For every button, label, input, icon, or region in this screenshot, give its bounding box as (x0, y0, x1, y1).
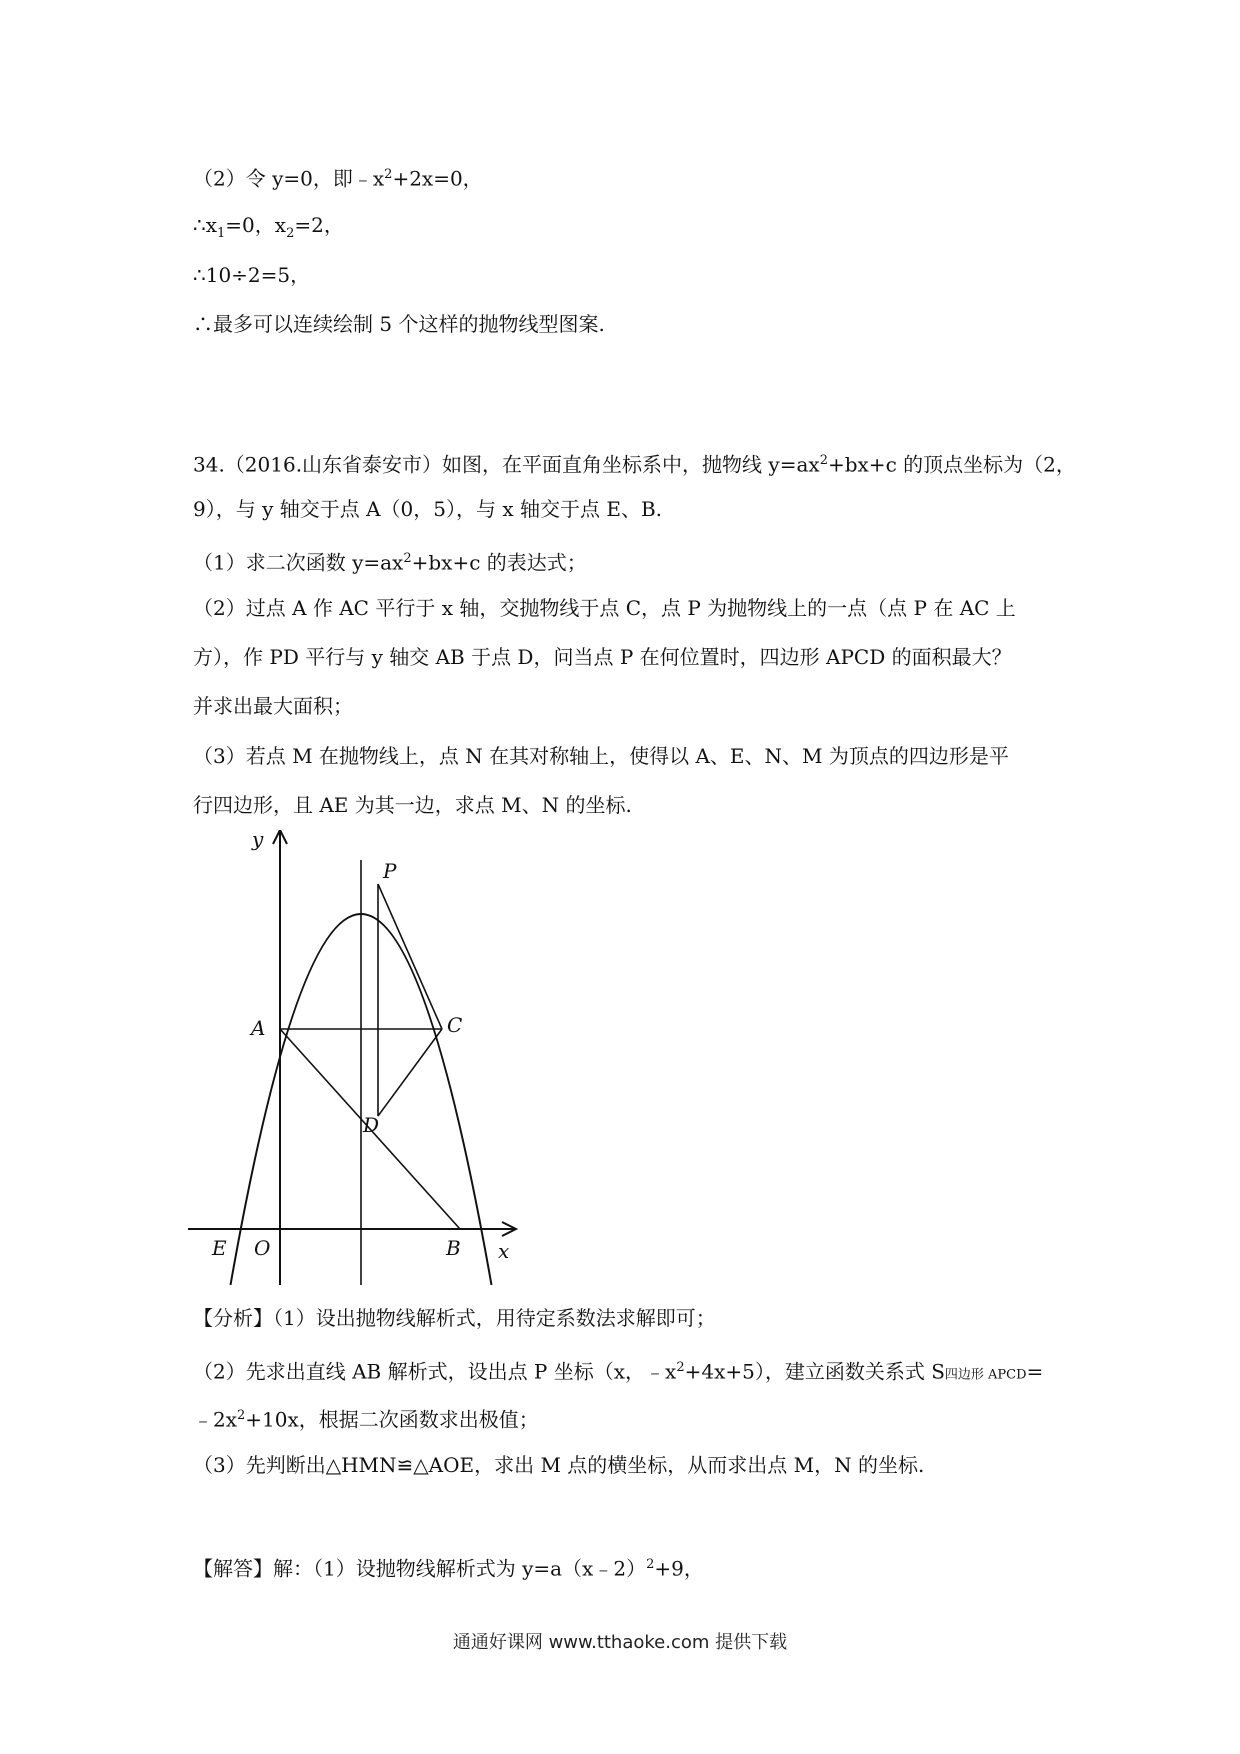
text: 【解答】解：（1）设抛物线解析式为 y=a（x﹣2） (193, 1556, 647, 1581)
text: +bx+c 的表达式； (411, 550, 587, 575)
text: ﹣2x (193, 1407, 238, 1432)
text: （2）令 y=0，即﹣x (193, 166, 385, 191)
label-a: A (251, 1016, 266, 1040)
question-2-line-2: 方），作 PD 平行与 y 轴交 AB 于点 D，问当点 P 在何位置时，四边形 APCD 的面积最大？ (193, 645, 1012, 669)
segment-pc (378, 884, 442, 1029)
text: =2， (294, 213, 344, 237)
question-2-line-3: 并求出最大面积； (193, 694, 353, 718)
superscript: 2 (646, 1557, 655, 1572)
text: +9， (654, 1556, 704, 1581)
superscript: 2 (384, 167, 393, 182)
text: 34.（2016.山东省泰安市）如图，在平面直角坐标系中，抛物线 y=ax (193, 452, 820, 477)
question-3-line-2: 行四边形，且 AE 为其一边，求点 M、N 的坐标. (193, 793, 632, 817)
superscript: 2 (403, 551, 412, 566)
analysis-line-2 (193, 1355, 1043, 1389)
text: =0，x (225, 213, 287, 237)
question-1 (193, 546, 587, 576)
solution-line-3: ∴10÷2=5， (193, 263, 311, 287)
label-e: E (212, 1236, 227, 1260)
solution-line-4: ∴最多可以连续绘制 5 个这样的抛物线型图案. (193, 312, 605, 336)
analysis-line-1: 【分析】（1）设出抛物线解析式，用待定系数法求解即可； (193, 1306, 716, 1330)
superscript: 2 (237, 1408, 246, 1423)
subscript: 2 (286, 226, 295, 241)
parabola-figure (180, 830, 520, 1290)
analysis-line-4: （3）先判断出△HMN≌△AOE，求出 M 点的横坐标，从而求出点 M，N 的坐标. (193, 1453, 925, 1477)
solution-line-2 (193, 212, 344, 247)
page-footer: 通通好课网 www.tthaoke.com 提供下载 (452, 1632, 788, 1653)
label-x: x (498, 1239, 510, 1263)
text: +10x，根据二次函数求出极值； (245, 1407, 539, 1432)
text: +bx+c 的顶点坐标为（2， (827, 452, 1076, 477)
solution-line-1 (193, 162, 483, 192)
analysis-line-3 (193, 1403, 539, 1433)
text: （2）先求出直线 AB 解析式，设出点 P 坐标（x，﹣x (193, 1359, 677, 1384)
label-d: D (363, 1113, 380, 1137)
label-b: B (446, 1236, 461, 1260)
label-o: O (254, 1236, 271, 1260)
subscript-label: 四边形 APCD (944, 1367, 1027, 1383)
text: +4x+5），建立函数关系式 S (684, 1359, 945, 1384)
label-y: y (252, 830, 264, 851)
text: +2x=0， (392, 166, 483, 191)
problem-line-1 (193, 448, 1076, 478)
problem-line-2: 9），与 y 轴交于点 A（0，5），与 x 轴交于点 E、B. (193, 497, 662, 521)
superscript: 2 (819, 453, 828, 468)
text: = (1026, 1359, 1044, 1384)
label-p: P (383, 859, 397, 883)
text: （1）求二次函数 y=ax (193, 550, 404, 575)
segment-cd (378, 1029, 442, 1116)
label-c: C (447, 1013, 463, 1037)
superscript: 2 (676, 1360, 685, 1375)
question-3-line-1: （3）若点 M 在抛物线上，点 N 在其对称轴上，使得以 A、E、N、M 为顶点的四边形是平 (193, 744, 1009, 768)
text: ∴x (193, 213, 218, 237)
answer-line-1 (193, 1552, 704, 1582)
subscript: 1 (217, 226, 226, 241)
question-2-line-1: （2）过点 A 作 AC 平行于 x 轴，交抛物线于点 C，点 P 为抛物线上的一点（点 P 在 AC 上 (193, 596, 1016, 620)
